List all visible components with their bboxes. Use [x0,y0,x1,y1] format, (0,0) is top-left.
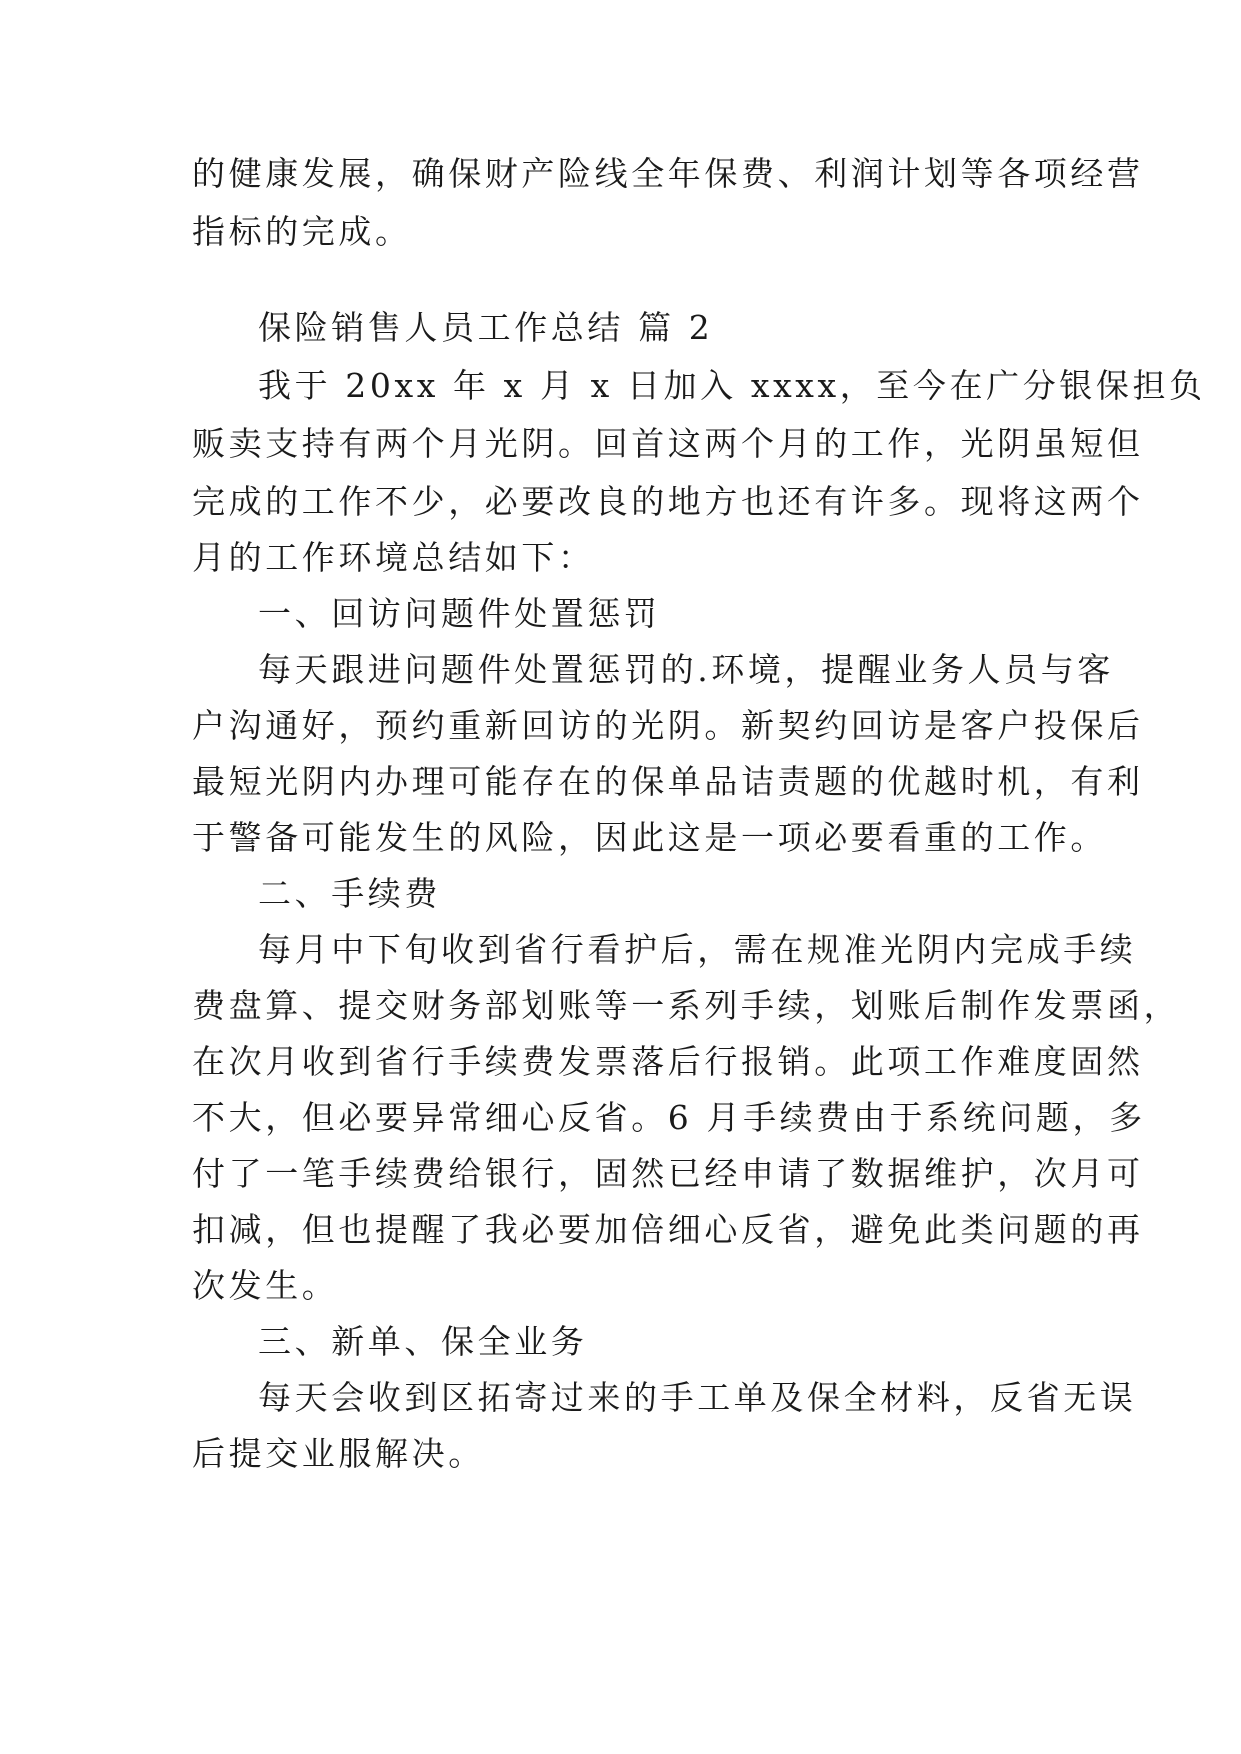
section-title: 保险销售人员工作总结 篇 2 [258,308,714,347]
paragraph-line: 我于 20xx 年 x 月 x 日加入 xxxx，至今在广分银保担负 [258,366,1206,405]
paragraph-line: 完成的工作不少，必要改良的地方也还有许多。现将这两个 [192,482,1144,521]
paragraph-line: 每天跟进问题件处置惩罚的.环境，提醒业务人员与客 [258,650,1114,689]
paragraph-line: 后提交业服解决。 [192,1434,485,1473]
paragraph-line: 每月中下旬收到省行看护后，需在规准光阴内完成手续 [258,930,1137,969]
paragraph-line: 月的工作环境总结如下： [192,538,595,577]
section-heading: 二、手续费 [258,874,441,913]
paragraph-line: 贩卖支持有两个月光阴。回首这两个月的工作，光阴虽短但 [192,424,1144,463]
section-heading: 一、回访问题件处置惩罚 [258,594,661,633]
paragraph-line: 的健康发展，确保财产险线全年保费、利润计划等各项经营 [192,154,1144,193]
paragraph-line: 在次月收到省行手续费发票落后行报销。此项工作难度固然 [192,1042,1144,1081]
paragraph-line: 户沟通好，预约重新回访的光阴。新契约回访是客户投保后 [192,706,1144,745]
paragraph-line: 费盘算、提交财务部划账等一系列手续，划账后制作发票函， [192,986,1181,1025]
paragraph-line: 付了一笔手续费给银行，固然已经申请了数据维护，次月可 [192,1154,1144,1193]
section-heading: 三、新单、保全业务 [258,1322,588,1361]
paragraph-line: 每天会收到区拓寄过来的手工单及保全材料，反省无误 [258,1378,1137,1417]
paragraph-line: 不大，但必要异常细心反省。6 月手续费由于系统问题，多 [192,1098,1146,1137]
paragraph-line: 于警备可能发生的风险，因此这是一项必要看重的工作。 [192,818,1107,857]
paragraph-line: 次发生。 [192,1266,339,1305]
paragraph-line: 扣减，但也提醒了我必要加倍细心反省，避免此类问题的再 [192,1210,1144,1249]
paragraph-line: 最短光阴内办理可能存在的保单品诘责题的优越时机，有利 [192,762,1144,801]
paragraph-line: 指标的完成。 [192,212,412,251]
